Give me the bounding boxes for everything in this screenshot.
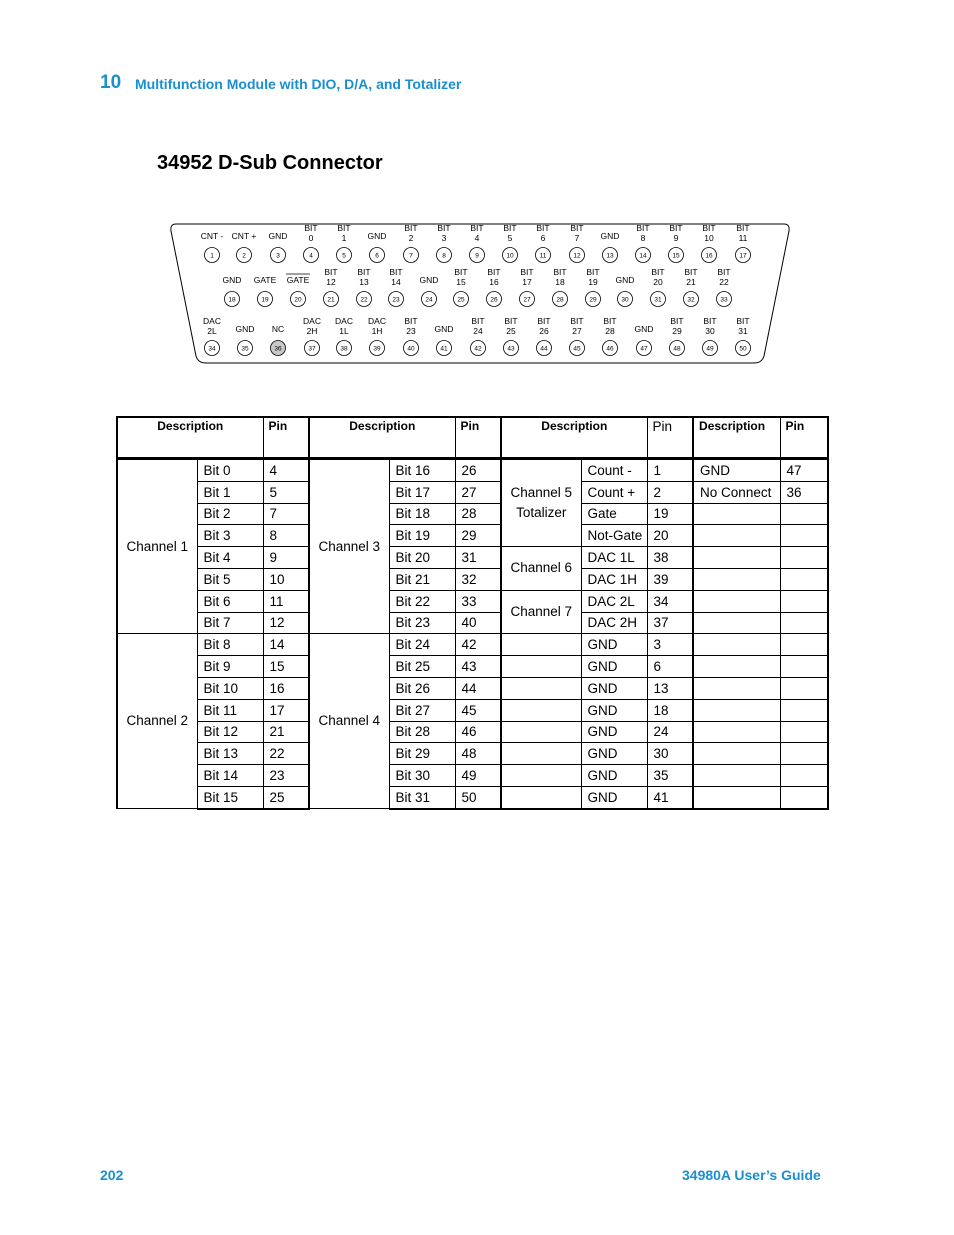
pin-number-35: 35	[241, 345, 249, 353]
pin-label-17: BIT	[736, 223, 750, 233]
description-cell	[693, 568, 780, 590]
pin-label-10: BIT	[503, 223, 517, 233]
pin-label-37: 2H	[306, 326, 318, 336]
header-description-1: Description	[117, 417, 263, 459]
pin-cell: 43	[455, 656, 501, 678]
description-cell: GND	[581, 699, 647, 721]
pin-label-45: 27	[572, 326, 582, 336]
pin-cell: 28	[455, 503, 501, 525]
pin-cell: 10	[263, 568, 309, 590]
pin-label-43: 25	[506, 326, 516, 336]
description-cell: No Connect	[693, 481, 780, 503]
pin-cell: 11	[263, 590, 309, 612]
channel-label: Channel 5 Totalizer	[501, 459, 581, 547]
pin-cell	[780, 590, 828, 612]
description-cell: Bit 18	[389, 503, 455, 525]
pin-label-33: 22	[719, 277, 729, 287]
pin-cell	[780, 699, 828, 721]
pin-label-37: DAC	[303, 316, 321, 326]
description-cell: Bit 22	[389, 590, 455, 612]
pin-cell	[780, 786, 828, 808]
pin-label-42: 24	[473, 326, 483, 336]
description-cell: Bit 12	[197, 721, 263, 743]
pin-number-48: 48	[673, 345, 681, 353]
pin-cell: 42	[455, 634, 501, 656]
description-cell: Bit 25	[389, 656, 455, 678]
description-cell: Bit 0	[197, 459, 263, 482]
page-number: 202	[100, 1167, 124, 1183]
description-cell: DAC 1H	[581, 568, 647, 590]
pin-cell: 50	[455, 786, 501, 808]
pin-label-27: 17	[522, 277, 532, 287]
pin-label-40: 23	[406, 326, 416, 336]
pin-cell	[780, 634, 828, 656]
channel-label: Channel 3	[309, 459, 389, 634]
pin-label-48: 29	[672, 326, 682, 336]
description-cell: Bit 16	[389, 459, 455, 482]
pin-cell	[780, 525, 828, 547]
pin-label-19: GATE	[253, 275, 277, 285]
pin-cell: 22	[263, 743, 309, 765]
pin-cell: 40	[455, 612, 501, 634]
pin-cell: 44	[455, 677, 501, 699]
pin-number-6: 6	[375, 252, 379, 260]
pin-number-25: 25	[457, 296, 465, 304]
pin-number-32: 32	[687, 296, 695, 304]
pin-label-5: BIT	[337, 223, 351, 233]
description-cell: DAC 2H	[581, 612, 647, 634]
pin-cell: 12	[263, 612, 309, 634]
description-cell: Bit 15	[197, 786, 263, 808]
pin-label-44: 26	[539, 326, 549, 336]
description-cell: Bit 7	[197, 612, 263, 634]
header-description-2: Description	[309, 417, 455, 459]
description-cell	[693, 656, 780, 678]
pin-cell: 35	[647, 765, 693, 787]
chapter-number: 10	[100, 72, 122, 93]
pin-label-29: BIT	[586, 267, 600, 277]
pin-cell	[780, 568, 828, 590]
pin-label-14: BIT	[636, 223, 650, 233]
pin-label-7: BIT	[404, 223, 418, 233]
pin-label-1: CNT -	[200, 231, 224, 241]
pin-label-11: 6	[540, 233, 546, 243]
pin-cell: 24	[647, 721, 693, 743]
description-cell: GND	[581, 743, 647, 765]
pin-label-3: GND	[268, 231, 288, 241]
header-pin-4: Pin	[780, 417, 828, 459]
pin-number-30: 30	[621, 296, 629, 304]
pin-number-26: 26	[490, 296, 498, 304]
pin-label-15: BIT	[669, 223, 683, 233]
pin-label-35: GND	[235, 324, 255, 334]
pin-label-16: BIT	[702, 223, 716, 233]
pin-number-7: 7	[409, 252, 413, 260]
pin-number-15: 15	[672, 252, 680, 260]
channel-label: Channel 7	[501, 590, 581, 634]
channel-label	[501, 786, 581, 808]
pin-label-22: 13	[359, 277, 369, 287]
pin-cell: 33	[455, 590, 501, 612]
pin-number-39: 39	[373, 345, 381, 353]
pin-cell: 15	[263, 656, 309, 678]
channel-label	[501, 677, 581, 699]
header-pin-2: Pin	[455, 417, 501, 459]
pin-cell: 18	[647, 699, 693, 721]
description-cell: Bit 8	[197, 634, 263, 656]
pin-label-39: DAC	[368, 316, 386, 326]
pin-number-4: 4	[309, 252, 313, 260]
pin-label-49: BIT	[703, 316, 717, 326]
pin-label-36: NC	[271, 324, 285, 334]
pin-label-21: 12	[326, 277, 336, 287]
pin-label-46: BIT	[603, 316, 617, 326]
pin-label-29: 19	[588, 277, 598, 287]
pin-label-40: BIT	[404, 316, 418, 326]
description-cell: Bit 27	[389, 699, 455, 721]
pin-number-14: 14	[639, 252, 647, 260]
description-cell	[693, 743, 780, 765]
pin-label-46: 28	[605, 326, 615, 336]
pin-cell: 2	[647, 481, 693, 503]
pin-label-20: GATE	[286, 275, 310, 285]
pin-cell	[780, 743, 828, 765]
description-cell: Count +	[581, 481, 647, 503]
pin-number-8: 8	[442, 252, 446, 260]
pin-label-38: 1L	[339, 326, 349, 336]
pin-cell: 3	[647, 634, 693, 656]
channel-label: Channel 6	[501, 547, 581, 591]
pin-cell: 25	[263, 786, 309, 808]
pin-number-5: 5	[342, 252, 346, 260]
pin-number-20: 20	[294, 296, 302, 304]
pin-number-47: 47	[640, 345, 648, 353]
channel-label	[501, 656, 581, 678]
pin-label-12: 7	[574, 233, 580, 243]
description-cell: GND	[581, 677, 647, 699]
pin-cell: 14	[263, 634, 309, 656]
description-cell: Bit 26	[389, 677, 455, 699]
pin-cell	[780, 721, 828, 743]
channel-label	[501, 765, 581, 787]
description-cell: Bit 17	[389, 481, 455, 503]
pin-label-39: 1H	[371, 326, 383, 336]
pin-number-17: 17	[739, 252, 747, 260]
description-cell: GND	[581, 765, 647, 787]
description-cell: Bit 6	[197, 590, 263, 612]
pin-cell: 30	[647, 743, 693, 765]
pin-cell	[780, 612, 828, 634]
pin-cell	[780, 765, 828, 787]
description-cell: Bit 14	[197, 765, 263, 787]
pin-number-33: 33	[720, 296, 728, 304]
pin-label-14: 8	[640, 233, 646, 243]
pin-label-23: 14	[391, 277, 401, 287]
description-cell: Bit 21	[389, 568, 455, 590]
description-cell: Bit 30	[389, 765, 455, 787]
pin-number-3: 3	[276, 252, 280, 260]
header-description-4: Description	[693, 417, 780, 459]
pin-label-11: BIT	[536, 223, 550, 233]
pin-label-32: BIT	[684, 267, 698, 277]
pin-number-40: 40	[407, 345, 415, 353]
description-cell	[693, 786, 780, 808]
pin-cell: 13	[647, 677, 693, 699]
pin-cell	[780, 656, 828, 678]
pin-label-21: BIT	[324, 267, 338, 277]
pin-cell: 1	[647, 459, 693, 482]
pin-cell: 31	[455, 547, 501, 569]
pin-cell: 38	[647, 547, 693, 569]
pin-label-41: GND	[434, 324, 454, 334]
pin-number-28: 28	[556, 296, 564, 304]
pin-label-43: BIT	[504, 316, 518, 326]
description-cell: Not-Gate	[581, 525, 647, 547]
pin-number-12: 12	[573, 252, 581, 260]
pin-cell: 17	[263, 699, 309, 721]
pin-number-50: 50	[739, 345, 747, 353]
description-cell: Bit 3	[197, 525, 263, 547]
pin-cell	[780, 677, 828, 699]
header-description-3: Description	[501, 417, 647, 459]
pin-label-28: BIT	[553, 267, 567, 277]
description-cell: Bit 29	[389, 743, 455, 765]
section-title: 34952 D-Sub Connector	[157, 152, 383, 174]
pin-number-27: 27	[523, 296, 531, 304]
pin-number-34: 34	[208, 345, 216, 353]
pin-label-34: DAC	[203, 316, 221, 326]
pin-label-15: 9	[673, 233, 679, 243]
pin-cell: 41	[647, 786, 693, 808]
channel-label: Channel 4	[309, 634, 389, 809]
description-cell: Bit 2	[197, 503, 263, 525]
pin-label-23: BIT	[389, 267, 403, 277]
pin-cell: 8	[263, 525, 309, 547]
pin-label-22: BIT	[357, 267, 371, 277]
pin-number-23: 23	[392, 296, 400, 304]
channel-label	[501, 699, 581, 721]
pin-cell: 46	[455, 721, 501, 743]
pin-label-16: 10	[704, 233, 714, 243]
pin-cell: 20	[647, 525, 693, 547]
pin-label-26: BIT	[487, 267, 501, 277]
pin-cell: 23	[263, 765, 309, 787]
description-cell: GND	[581, 786, 647, 808]
description-cell: Bit 13	[197, 743, 263, 765]
description-cell	[693, 547, 780, 569]
description-cell: GND	[581, 656, 647, 678]
description-cell	[693, 525, 780, 547]
header-pin-3: Pin	[647, 417, 693, 459]
guide-title: 34980A User’s Guide	[682, 1167, 821, 1183]
pin-assignment-table	[116, 416, 829, 810]
channel-label	[501, 743, 581, 765]
pin-label-49: 30	[705, 326, 715, 336]
pin-label-10: 5	[507, 233, 513, 243]
pin-cell: 49	[455, 765, 501, 787]
pin-cell: 29	[455, 525, 501, 547]
chapter-title: Multifunction Module with DIO, D/A, and Totalizer	[135, 76, 462, 92]
description-cell: GND	[581, 721, 647, 743]
description-cell	[693, 590, 780, 612]
pin-number-22: 22	[360, 296, 368, 304]
description-cell	[693, 765, 780, 787]
pin-number-37: 37	[308, 345, 316, 353]
pin-number-49: 49	[706, 345, 714, 353]
pin-label-31: 20	[653, 277, 663, 287]
pin-cell: 39	[647, 568, 693, 590]
pin-number-9: 9	[475, 252, 479, 260]
pin-number-11: 11	[539, 252, 547, 260]
description-cell	[693, 634, 780, 656]
pin-label-17: 11	[738, 233, 748, 243]
pin-cell: 34	[647, 590, 693, 612]
pin-number-45: 45	[573, 345, 581, 353]
dsub-connector-diagram	[168, 218, 792, 368]
pin-label-8: 3	[441, 233, 447, 243]
pin-cell: 26	[455, 459, 501, 482]
pin-label-6: GND	[367, 231, 387, 241]
pin-label-25: BIT	[454, 267, 468, 277]
description-cell: DAC 1L	[581, 547, 647, 569]
channel-label: Channel 1	[117, 459, 197, 634]
pin-label-2: CNT +	[231, 231, 257, 241]
description-cell: Bit 4	[197, 547, 263, 569]
pin-number-42: 42	[474, 345, 482, 353]
pin-label-32: 21	[686, 277, 696, 287]
description-cell: Bit 23	[389, 612, 455, 634]
pin-cell: 16	[263, 677, 309, 699]
description-cell: Bit 10	[197, 677, 263, 699]
pin-label-34: 2L	[207, 326, 217, 336]
pin-number-46: 46	[606, 345, 614, 353]
pin-cell: 27	[455, 481, 501, 503]
pin-label-31: BIT	[651, 267, 665, 277]
pin-cell	[780, 547, 828, 569]
header-pin-1: Pin	[263, 417, 309, 459]
pin-label-48: BIT	[670, 316, 684, 326]
pin-label-42: BIT	[471, 316, 485, 326]
pin-number-36: 36	[274, 345, 282, 353]
pin-label-50: 31	[738, 326, 748, 336]
pin-label-24: GND	[419, 275, 439, 285]
pin-cell: 6	[647, 656, 693, 678]
pin-label-30: GND	[615, 275, 635, 285]
pin-number-19: 19	[261, 296, 269, 304]
pin-cell: 36	[780, 481, 828, 503]
pin-number-18: 18	[228, 296, 236, 304]
pin-label-4: BIT	[304, 223, 318, 233]
pin-label-44: BIT	[537, 316, 551, 326]
channel-label: Channel 2	[117, 634, 197, 809]
description-cell: Bit 11	[197, 699, 263, 721]
pin-label-50: BIT	[736, 316, 750, 326]
pin-cell: 4	[263, 459, 309, 482]
description-cell: Bit 31	[389, 786, 455, 808]
description-cell	[693, 699, 780, 721]
pin-label-4: 0	[308, 233, 314, 243]
description-cell	[693, 503, 780, 525]
description-cell: Bit 1	[197, 481, 263, 503]
pin-number-24: 24	[425, 296, 433, 304]
description-cell	[693, 612, 780, 634]
pin-label-18: GND	[222, 275, 242, 285]
pin-number-38: 38	[340, 345, 348, 353]
pin-cell: 19	[647, 503, 693, 525]
description-cell: Gate	[581, 503, 647, 525]
pin-cell: 45	[455, 699, 501, 721]
pin-number-13: 13	[606, 252, 614, 260]
description-cell: Bit 28	[389, 721, 455, 743]
description-cell: Bit 5	[197, 568, 263, 590]
pin-label-33: BIT	[717, 267, 731, 277]
pin-label-12: BIT	[570, 223, 584, 233]
pin-label-9: 4	[474, 233, 480, 243]
channel-label	[501, 721, 581, 743]
description-cell	[693, 721, 780, 743]
pin-cell	[780, 503, 828, 525]
pin-number-43: 43	[507, 345, 515, 353]
description-cell: Count -	[581, 459, 647, 482]
description-cell: DAC 2L	[581, 590, 647, 612]
pin-number-1: 1	[210, 252, 214, 260]
pin-number-21: 21	[327, 296, 335, 304]
description-cell: GND	[581, 634, 647, 656]
pin-cell: 32	[455, 568, 501, 590]
description-cell	[693, 677, 780, 699]
pin-number-29: 29	[589, 296, 597, 304]
pin-cell: 37	[647, 612, 693, 634]
pin-number-16: 16	[705, 252, 713, 260]
pin-label-13: GND	[600, 231, 620, 241]
pin-label-9: BIT	[470, 223, 484, 233]
pin-label-8: BIT	[437, 223, 451, 233]
description-cell: Bit 20	[389, 547, 455, 569]
description-cell: Bit 9	[197, 656, 263, 678]
pin-cell: 7	[263, 503, 309, 525]
channel-label	[501, 634, 581, 656]
pin-cell: 48	[455, 743, 501, 765]
pin-number-41: 41	[440, 345, 448, 353]
pin-number-10: 10	[506, 252, 514, 260]
pin-cell: 5	[263, 481, 309, 503]
pin-cell: 9	[263, 547, 309, 569]
pin-label-27: BIT	[520, 267, 534, 277]
pin-number-44: 44	[540, 345, 548, 353]
pin-label-26: 16	[489, 277, 499, 287]
pin-label-38: DAC	[335, 316, 353, 326]
description-cell: Bit 24	[389, 634, 455, 656]
pin-label-28: 18	[555, 277, 565, 287]
pin-label-47: GND	[634, 324, 654, 334]
pin-number-31: 31	[654, 296, 662, 304]
pin-cell: 21	[263, 721, 309, 743]
pin-label-25: 15	[456, 277, 466, 287]
pin-number-2: 2	[242, 252, 246, 260]
description-cell: Bit 19	[389, 525, 455, 547]
pin-label-5: 1	[341, 233, 347, 243]
pin-cell: 47	[780, 459, 828, 482]
pin-label-7: 2	[408, 233, 414, 243]
description-cell: GND	[693, 459, 780, 482]
pin-label-45: BIT	[570, 316, 584, 326]
